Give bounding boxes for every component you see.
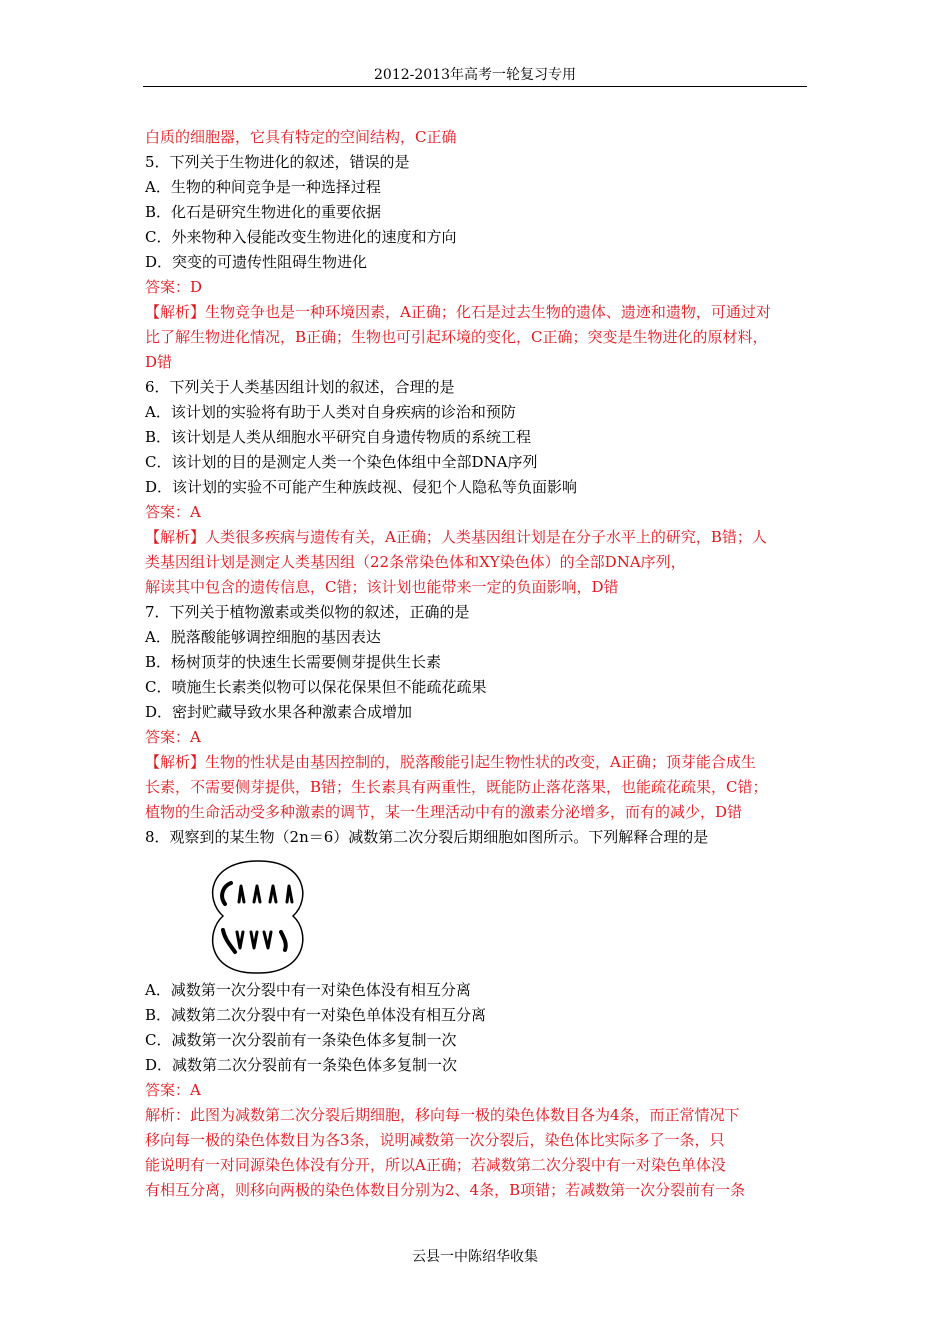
text-line: 7．下列关于植物激素或类似物的叙述，正确的是 (145, 603, 470, 621)
text-line: D．突变的可遗传性阻碍生物进化 (145, 253, 368, 271)
text-line: 【解析】人类很多疾病与遗传有关，A正确；人类基因组计划是在分子水平上的研究，B错；人 (145, 528, 767, 546)
text-line: 白质的细胞器，它具有特定的空间结构，C正确 (145, 128, 457, 146)
text-line: 能说明有一对同源染色体没有分开，所以A正确；若减数第二次分裂中有一对染色单体没 (145, 1156, 726, 1174)
text-line: A．生物的种间竞争是一种选择过程 (145, 178, 381, 196)
text-line: C．减数第一次分裂前有一条染色体多复制一次 (145, 1031, 457, 1049)
text-line: 移向每一极的染色体数目为各3条，说明减数第一次分裂后，染色体比实际多了一条，只 (145, 1131, 725, 1149)
text-line: D．减数第二次分裂前有一条染色体多复制一次 (145, 1056, 458, 1074)
text-line: 比了解生物进化情况，B正确；生物也可引起环境的变化，C正确；突变是生物进化的原材料， (145, 328, 768, 346)
document-body (145, 125, 809, 1203)
text-line: 答案：A (145, 728, 201, 746)
text-line: D．该计划的实验不可能产生种族歧视、侵犯个人隐私等负面影响 (145, 478, 578, 496)
text-line: 解析：此图为减数第二次分裂后期细胞，移向每一极的染色体数目各为4条，而正常情况下 (145, 1106, 740, 1124)
text-line: 类基因组计划是测定人类基因组（22条常染色体和XY染色体）的全部DNA序列， (145, 553, 686, 571)
text-line: 解读其中包含的遗传信息，C错；该计划也能带来一定的负面影响，D错 (145, 578, 619, 596)
text-line: 答案：A (145, 503, 201, 521)
text-line: C．喷施生长素类似物可以保花保果但不能疏花疏果 (145, 678, 487, 696)
text-line: B．杨树顶芽的快速生长需要侧芽提供生长素 (145, 653, 442, 671)
text-line: 【解析】生物的性状是由基因控制的，脱落酸能引起生物性状的改变，A正确；顶芽能合成生 (145, 753, 756, 771)
text-line: A．该计划的实验将有助于人类对自身疾病的诊治和预防 (145, 403, 516, 421)
cell-division-figure (145, 850, 809, 978)
text-line: 6．下列关于人类基因组计划的叙述，合理的是 (145, 378, 455, 396)
text-line: 5．下列关于生物进化的叙述，错误的是 (145, 153, 410, 171)
text-line: B．化石是研究生物进化的重要依据 (145, 203, 382, 221)
text-line: 长素，不需要侧芽提供，B错；生长素具有两重性，既能防止落花落果，也能疏花疏果，C错； (145, 778, 768, 796)
text-line: 8．观察到的某生物（2n＝6）减数第二次分裂后期细胞如图所示。下列解释合理的是 (145, 828, 709, 846)
text-line: D．密封贮藏导致水果各种激素合成增加 (145, 703, 413, 721)
header-divider (143, 86, 807, 87)
dividing-cell-diagram (203, 856, 313, 978)
text-line: A．脱落酸能够调控细胞的基因表达 (145, 628, 381, 646)
text-line: D错 (145, 353, 173, 371)
page-header: 2012-2013年高考一轮复习专用 (374, 67, 576, 83)
text-line: A．减数第一次分裂中有一对染色体没有相互分离 (145, 981, 471, 999)
text-line: 答案：D (145, 278, 203, 296)
text-line: 【解析】生物竞争也是一种环境因素，A正确；化石是过去生物的遗体、遗迹和遗物，可通过对 (145, 303, 771, 321)
text-line: C．该计划的目的是测定人类一个染色体组中全部DNA序列 (145, 453, 538, 471)
text-line: B．该计划是人类从细胞水平研究自身遗传物质的系统工程 (145, 428, 532, 446)
text-block-top (145, 125, 809, 850)
text-line: C．外来物种入侵能改变生物进化的速度和方向 (145, 228, 457, 246)
text-block-bottom (145, 978, 809, 1203)
text-line: B．减数第二次分裂中有一对染色单体没有相互分离 (145, 1006, 487, 1024)
page-footer: 云县一中陈绍华收集 (412, 1249, 538, 1265)
text-line: 有相互分离，则移向两极的染色体数目分别为2、4条，B项错；若减数第一次分裂前有一条 (145, 1181, 746, 1199)
text-line: 答案：A (145, 1081, 201, 1099)
text-line: 植物的生命活动受多种激素的调节，某一生理活动中有的激素分泌增多，而有的减少，D错 (145, 803, 743, 821)
